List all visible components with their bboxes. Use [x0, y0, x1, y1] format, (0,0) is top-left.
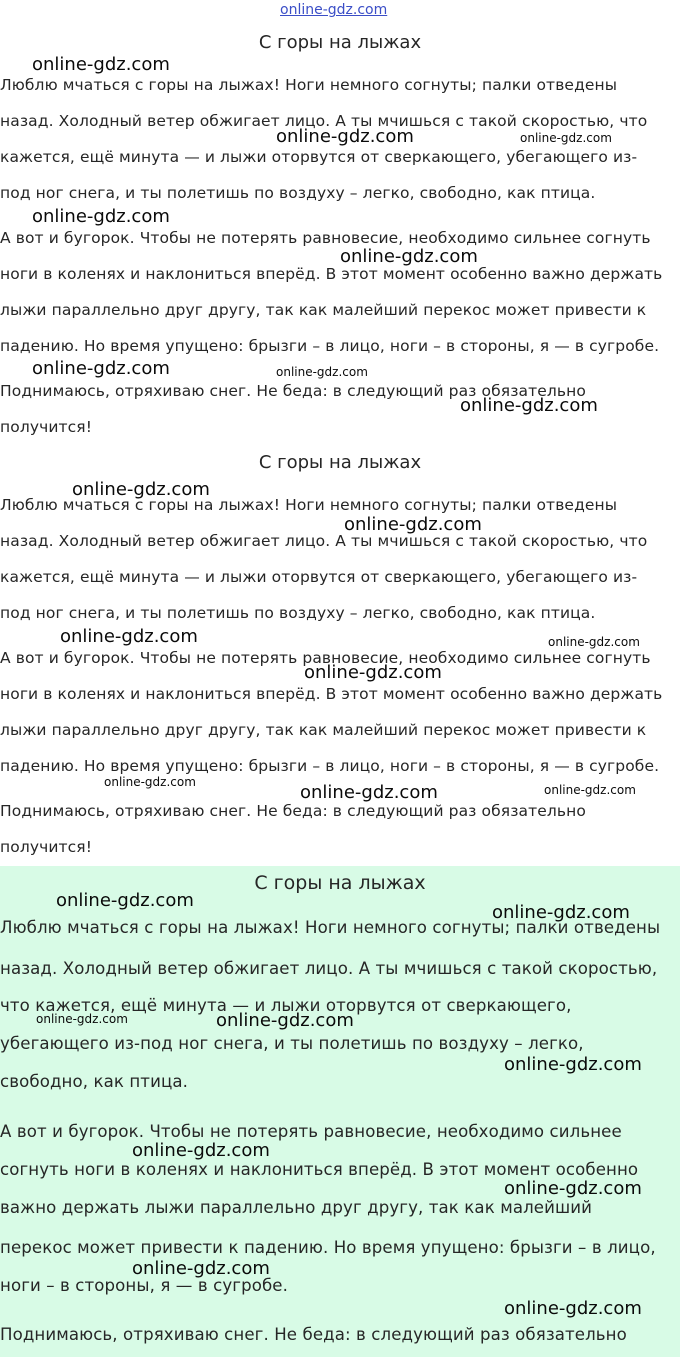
block2-line: кажется, ещё минута — и лыжи оторвутся от сверкающего, убегающего из-: [0, 568, 638, 586]
block2-line: падению. Но время упущено: брызги – в лицо, ноги – в стороны, я — в сугробе.: [0, 757, 660, 775]
block1-line: Поднимаюсь, отряхиваю снег. Не беда: в следующий раз обязательно: [0, 382, 586, 400]
watermark: online-gdz.com: [56, 890, 194, 911]
block1-line: назад. Холодный ветер обжигает лицо. А ты мчишься с такой скоростью, что: [0, 112, 648, 130]
watermark: online-gdz.com: [104, 775, 196, 789]
block1-line: получится!: [0, 418, 93, 436]
watermark: online-gdz.com: [504, 1054, 642, 1075]
block1-line: кажется, ещё минута — и лыжи оторвутся от сверкающего, убегающего из-: [0, 148, 638, 166]
watermark: online-gdz.com: [304, 662, 442, 683]
block3-line: ноги – в стороны, я — в сугробе.: [0, 1276, 288, 1295]
watermark: online-gdz.com: [36, 1012, 128, 1026]
block3-line: назад. Холодный ветер обжигает лицо. А ты мчишься с такой скоростью,: [0, 959, 658, 978]
block3-line: перекос может привести к падению. Но время упущено: брызги – в лицо,: [0, 1238, 656, 1257]
block2-line: А вот и бугорок. Чтобы не потерять равновесие, необходимо сильнее согнуть: [0, 649, 651, 667]
block2-line: Поднимаюсь, отряхиваю снег. Не беда: в следующий раз обязательно: [0, 802, 586, 820]
watermark: online-gdz.com: [520, 131, 612, 145]
block1-line: под ног снега, и ты полетишь по воздуху – легко, свободно, как птица.: [0, 184, 596, 202]
block3-line: согнуть ноги в коленях и наклониться вперёд. В этот момент особенно: [0, 1160, 639, 1179]
block3-line: важно держать лыжи параллельно друг другу, так как малейший: [0, 1198, 593, 1217]
block2-line: Люблю мчаться с горы на лыжах! Ноги немного согнуты; палки отведены: [0, 496, 618, 514]
block1-line: падению. Но время упущено: брызги – в лицо, ноги – в стороны, я — в сугробе.: [0, 337, 660, 355]
watermark: online-gdz.com: [132, 1140, 270, 1161]
block2-title: С горы на лыжах: [258, 452, 422, 473]
watermark: online-gdz.com: [216, 1010, 354, 1031]
block2-line: ноги в коленях и наклониться вперёд. В этот момент особенно важно держать: [0, 685, 663, 703]
watermark: online-gdz.com: [32, 54, 170, 75]
watermark: online-gdz.com: [548, 635, 640, 649]
block3-line: А вот и бугорок. Чтобы не потерять равновесие, необходимо сильнее: [0, 1122, 622, 1141]
watermark: online-gdz.com: [340, 246, 478, 267]
watermark: online-gdz.com: [504, 1178, 642, 1199]
text-block-2: [0, 448, 680, 866]
block2-line: назад. Холодный ветер обжигает лицо. А ты мчишься с такой скоростью, что: [0, 532, 648, 550]
block1-line: Люблю мчаться с горы на лыжах! Ноги немного согнуты; палки отведены: [0, 76, 618, 94]
block1-line: ноги в коленях и наклониться вперёд. В этот момент особенно важно держать: [0, 265, 663, 283]
block3-line: Поднимаюсь, отряхиваю снег. Не беда: в следующий раз обязательно: [0, 1325, 627, 1344]
block3-line: убегающего из-под ног снега, и ты полетишь по воздуху – легко,: [0, 1034, 584, 1053]
watermark: online-gdz.com: [544, 783, 636, 797]
block1-line: А вот и бугорок. Чтобы не потерять равновесие, необходимо сильнее согнуть: [0, 229, 651, 247]
watermark: online-gdz.com: [132, 1258, 270, 1279]
watermark: online-gdz.com: [460, 395, 598, 416]
block2-line: получится!: [0, 838, 93, 856]
watermark: online-gdz.com: [60, 626, 198, 647]
block3-line: Люблю мчаться с горы на лыжах! Ноги немного согнуты; палки отведены: [0, 918, 661, 937]
watermark: online-gdz.com: [72, 479, 210, 500]
block3-title: С горы на лыжах: [254, 872, 426, 894]
watermark: online-gdz.com: [276, 126, 414, 147]
block2-line: под ног снега, и ты полетишь по воздуху – легко, свободно, как птица.: [0, 604, 596, 622]
watermark: online-gdz.com: [32, 358, 170, 379]
site-link[interactable]: online-gdz.com: [280, 2, 388, 18]
block1-title: С горы на лыжах: [258, 32, 422, 53]
watermark: online-gdz.com: [300, 782, 438, 803]
block1-line: лыжи параллельно друг другу, так как малейший перекос может привести к: [0, 301, 647, 319]
text-block-3: [0, 866, 680, 1357]
block2-line: лыжи параллельно друг другу, так как малейший перекос может привести к: [0, 721, 647, 739]
watermark: online-gdz.com: [276, 365, 368, 379]
watermark: online-gdz.com: [344, 514, 482, 535]
watermark: online-gdz.com: [492, 902, 630, 923]
watermark: online-gdz.com: [504, 1298, 642, 1319]
block3-line: свободно, как птица.: [0, 1072, 188, 1091]
block3-line: что кажется, ещё минута — и лыжи оторвутся от сверкающего,: [0, 996, 572, 1015]
watermark: online-gdz.com: [32, 206, 170, 227]
